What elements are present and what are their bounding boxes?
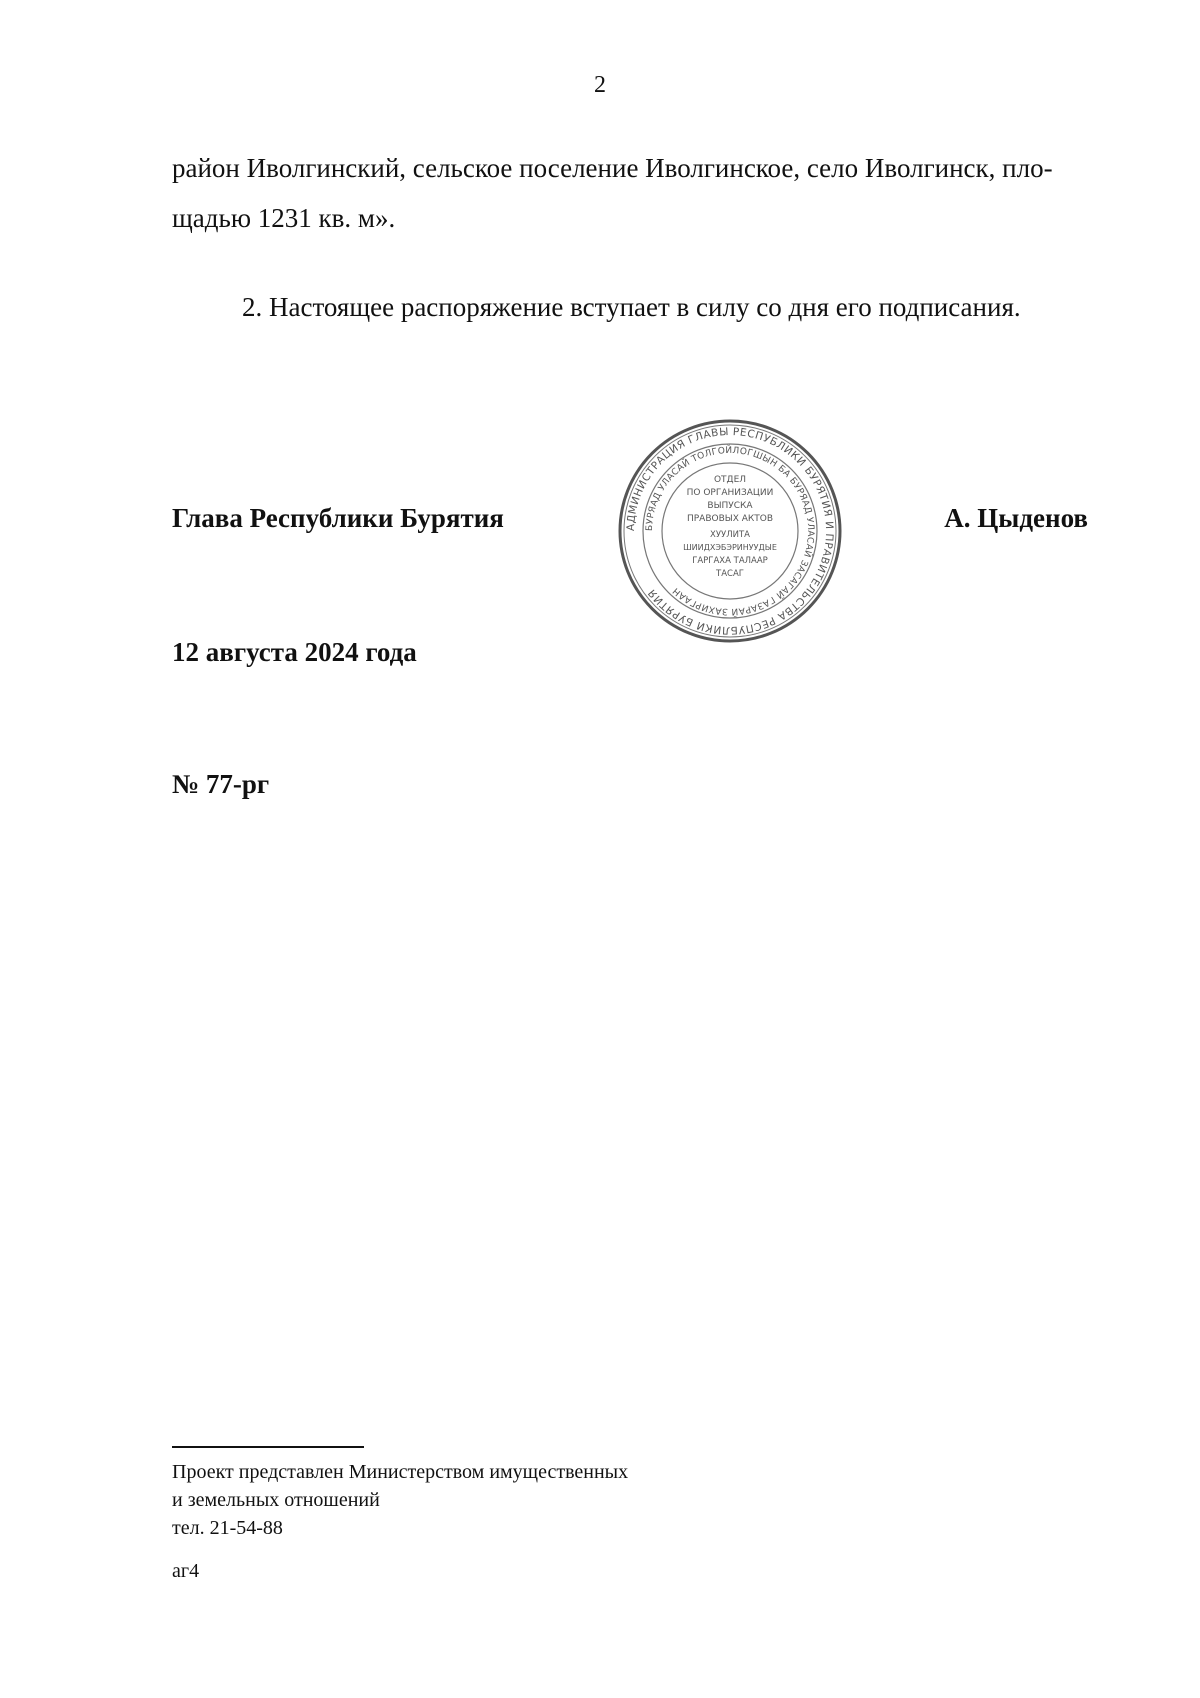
footnote-line-2: и земельных отношений — [172, 1489, 380, 1511]
signing-date: 12 августа 2024 года — [172, 637, 417, 667]
seal-inner-text: БУРЯАД УЛАСАЙ ТОЛГОЙЛОГШЫН БА БУРЯАД УЛАСАЙ ЗАСАГАЙ ГАЗАРАЙ ЗАХИРГААН — [644, 445, 816, 617]
paragraph-line-2: щадью 1231 кв. м». — [172, 203, 396, 233]
paragraph-continuation — [172, 143, 1092, 243]
paragraph-effective-clause: 2. Настоящее распоряжение вступает в силу со дня его подписания. — [242, 292, 1021, 322]
footnote — [172, 1458, 628, 1542]
seal-center-line-8: ТАСАГ — [716, 569, 744, 579]
footnote-line-3: тел. 21-54-88 — [172, 1517, 283, 1539]
seal-center-line-1: ОТДЕЛ — [713, 475, 747, 485]
seal-center-line-4: ПРАВОВЫХ АКТОВ — [686, 514, 774, 524]
seal-center-line-2: ПО ОРГАНИЗАЦИИ — [686, 488, 774, 498]
seal-center-line-3: ВЫПУСКА — [707, 501, 753, 511]
footnote-separator — [172, 1446, 364, 1448]
signatory-position: Глава Республики Бурятия — [172, 503, 504, 533]
seal-center-line-5: ХУУЛИТА — [710, 530, 750, 540]
signatory-name: А. Цыденов — [944, 503, 1088, 533]
footnote-line-1: Проект представлен Министерством имущественных — [172, 1461, 629, 1483]
seal-center-line-7: ГАРГАХА ТАЛААР — [692, 556, 768, 566]
page-number: 2 — [594, 72, 606, 98]
document-number: № 77-рг — [172, 769, 270, 799]
document-code: аг4 — [172, 1560, 200, 1582]
seal-outer-text: АДМИНИСТРАЦИЯ ГЛАВЫ РЕСПУБЛИКИ БУРЯТИЯ И ПРАВИТЕЛЬСТВА РЕСПУБЛИКИ БУРЯТИЯ — [624, 425, 836, 637]
paragraph-line-1: район Иволгинский, сельское поселение Иволгинское, село Иволгинск, пло- — [172, 153, 1053, 183]
official-seal — [617, 418, 843, 644]
seal-center-line-6: ШИИДХЭБЭРИНУУДЫЕ — [683, 543, 777, 552]
